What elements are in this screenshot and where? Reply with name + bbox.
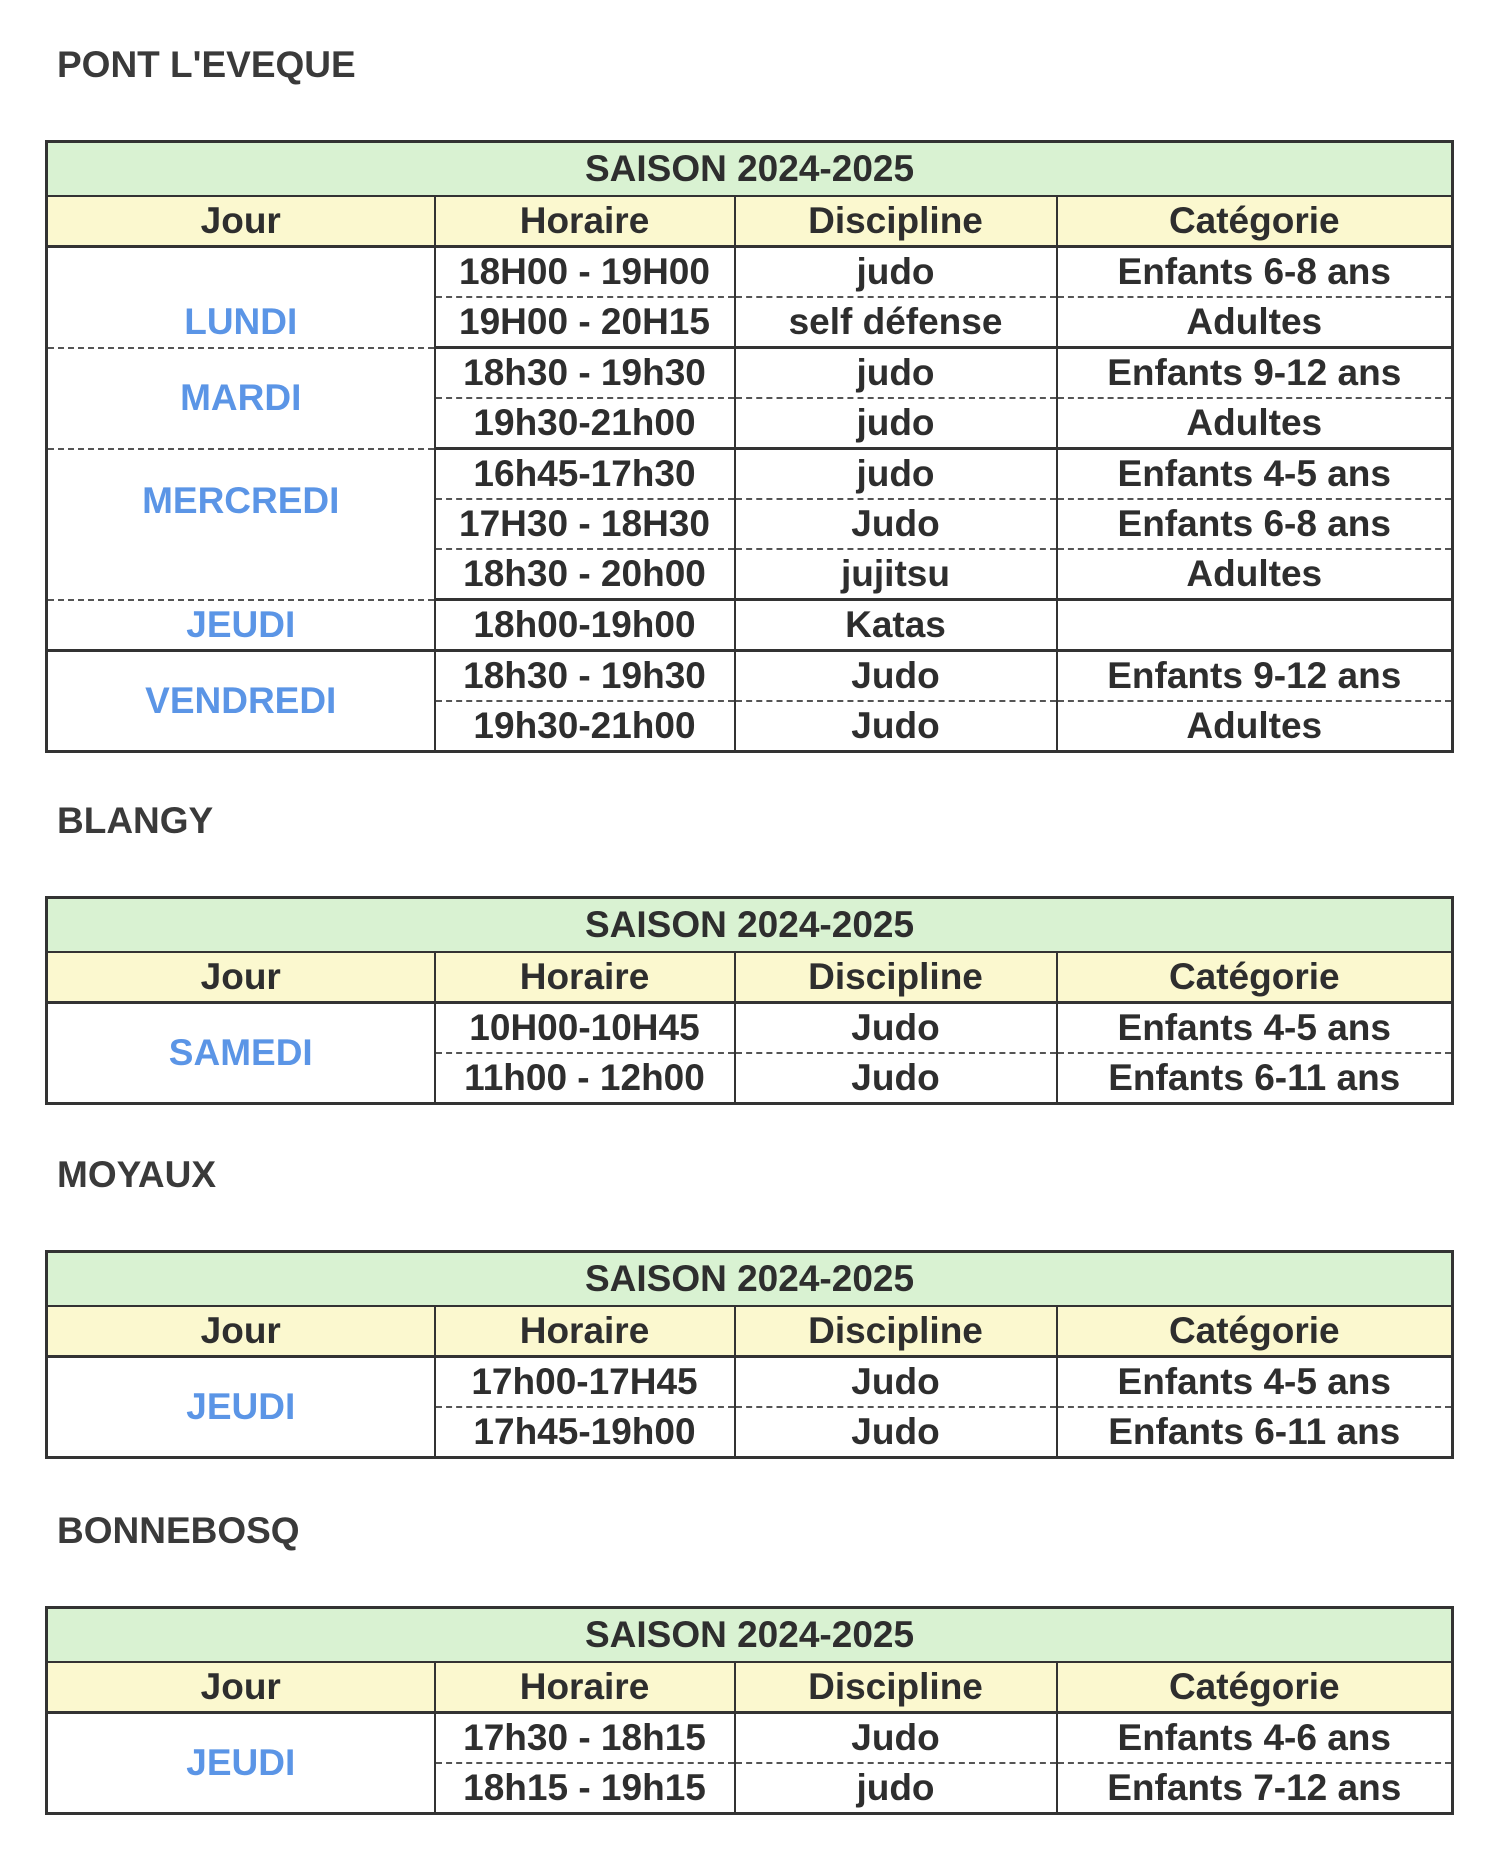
season-label: SAISON 2024-2025	[47, 142, 1453, 197]
horaire-cell: 19h30-21h00	[435, 398, 735, 449]
day-cell-jeudi: JEUDI	[47, 600, 435, 651]
header-horaire: Horaire	[435, 196, 735, 247]
section-title-bonnebosq: BONNEBOSQ	[57, 1510, 300, 1551]
horaire-cell: 18H00 - 19H00	[435, 247, 735, 298]
header-categorie: Catégorie	[1057, 952, 1453, 1003]
categorie-cell: Enfants 4-5 ans	[1057, 1003, 1453, 1054]
header-horaire: Horaire	[435, 952, 735, 1003]
day-cell-jeudi: JEUDI	[47, 1713, 435, 1814]
schedule-table-blangy	[45, 896, 1454, 1105]
day-cell-mercredi: MERCREDI	[47, 449, 435, 600]
header-categorie: Catégorie	[1057, 1662, 1453, 1713]
categorie-cell: Enfants 9-12 ans	[1057, 348, 1453, 399]
horaire-cell: 11h00 - 12h00	[435, 1053, 735, 1104]
day-cell-mardi: MARDI	[47, 348, 435, 449]
horaire-cell: 17h45-19h00	[435, 1407, 735, 1458]
section-title-blangy: BLANGY	[57, 800, 214, 841]
categorie-cell: Enfants 4-5 ans	[1057, 1357, 1453, 1408]
categorie-cell: Enfants 6-11 ans	[1057, 1053, 1453, 1104]
table-row	[47, 1713, 1453, 1764]
table-row	[47, 449, 1453, 500]
discipline-cell: judo	[735, 1763, 1057, 1814]
discipline-cell: Judo	[735, 1407, 1057, 1458]
categorie-cell: Enfants 6-11 ans	[1057, 1407, 1453, 1458]
categorie-cell: Adultes	[1057, 549, 1453, 600]
header-jour: Jour	[47, 952, 435, 1003]
header-discipline: Discipline	[735, 1306, 1057, 1357]
discipline-cell: Judo	[735, 651, 1057, 702]
discipline-cell: Judo	[735, 499, 1057, 549]
categorie-cell: Adultes	[1057, 701, 1453, 752]
section-title-moyaux: MOYAUX	[57, 1154, 217, 1195]
season-label: SAISON 2024-2025	[47, 898, 1453, 953]
header-horaire: Horaire	[435, 1306, 735, 1357]
discipline-cell: jujitsu	[735, 549, 1057, 600]
categorie-cell: Enfants 6-8 ans	[1057, 499, 1453, 549]
table-row	[47, 651, 1453, 702]
header-discipline: Discipline	[735, 196, 1057, 247]
schedule-table-moyaux	[45, 1250, 1454, 1459]
header-discipline: Discipline	[735, 1662, 1057, 1713]
horaire-cell: 19H00 - 20H15	[435, 297, 735, 348]
horaire-cell: 18h30 - 19h30	[435, 651, 735, 702]
discipline-cell: Judo	[735, 1713, 1057, 1764]
categorie-cell: Enfants 9-12 ans	[1057, 651, 1453, 702]
discipline-cell: judo	[735, 449, 1057, 500]
categorie-cell	[1057, 600, 1453, 651]
discipline-cell: Judo	[735, 701, 1057, 752]
day-cell-samedi: SAMEDI	[47, 1003, 435, 1104]
discipline-cell: judo	[735, 348, 1057, 399]
day-cell-lundi: LUNDI	[47, 247, 435, 348]
categorie-cell: Enfants 7-12 ans	[1057, 1763, 1453, 1814]
section-title-pont-leveque: PONT L'EVEQUE	[57, 44, 356, 85]
table-row	[47, 1003, 1453, 1054]
discipline-cell: Judo	[735, 1357, 1057, 1408]
table-row	[47, 348, 1453, 399]
day-cell-vendredi: VENDREDI	[47, 651, 435, 752]
horaire-cell: 17H30 - 18H30	[435, 499, 735, 549]
discipline-cell: judo	[735, 247, 1057, 298]
schedule-table-pont-leveque	[45, 140, 1454, 753]
season-label: SAISON 2024-2025	[47, 1608, 1453, 1663]
categorie-cell: Enfants 6-8 ans	[1057, 247, 1453, 298]
header-categorie: Catégorie	[1057, 1306, 1453, 1357]
horaire-cell: 17h00-17H45	[435, 1357, 735, 1408]
header-jour: Jour	[47, 1662, 435, 1713]
horaire-cell: 10H00-10H45	[435, 1003, 735, 1054]
schedule-table-bonnebosq	[45, 1606, 1454, 1815]
table-row	[47, 247, 1453, 298]
day-cell-jeudi: JEUDI	[47, 1357, 435, 1458]
horaire-cell: 18h30 - 19h30	[435, 348, 735, 399]
discipline-cell: Katas	[735, 600, 1057, 651]
horaire-cell: 17h30 - 18h15	[435, 1713, 735, 1764]
categorie-cell: Enfants 4-5 ans	[1057, 449, 1453, 500]
horaire-cell: 18h15 - 19h15	[435, 1763, 735, 1814]
header-jour: Jour	[47, 1306, 435, 1357]
header-jour: Jour	[47, 196, 435, 247]
discipline-cell: Judo	[735, 1003, 1057, 1054]
discipline-cell: self défense	[735, 297, 1057, 348]
header-categorie: Catégorie	[1057, 196, 1453, 247]
horaire-cell: 19h30-21h00	[435, 701, 735, 752]
table-row	[47, 600, 1453, 651]
header-discipline: Discipline	[735, 952, 1057, 1003]
categorie-cell: Enfants 4-6 ans	[1057, 1713, 1453, 1764]
discipline-cell: judo	[735, 398, 1057, 449]
categorie-cell: Adultes	[1057, 398, 1453, 449]
table-row	[47, 1357, 1453, 1408]
horaire-cell: 18h30 - 20h00	[435, 549, 735, 600]
horaire-cell: 16h45-17h30	[435, 449, 735, 500]
horaire-cell: 18h00-19h00	[435, 600, 735, 651]
categorie-cell: Adultes	[1057, 297, 1453, 348]
season-label: SAISON 2024-2025	[47, 1252, 1453, 1307]
header-horaire: Horaire	[435, 1662, 735, 1713]
discipline-cell: Judo	[735, 1053, 1057, 1104]
